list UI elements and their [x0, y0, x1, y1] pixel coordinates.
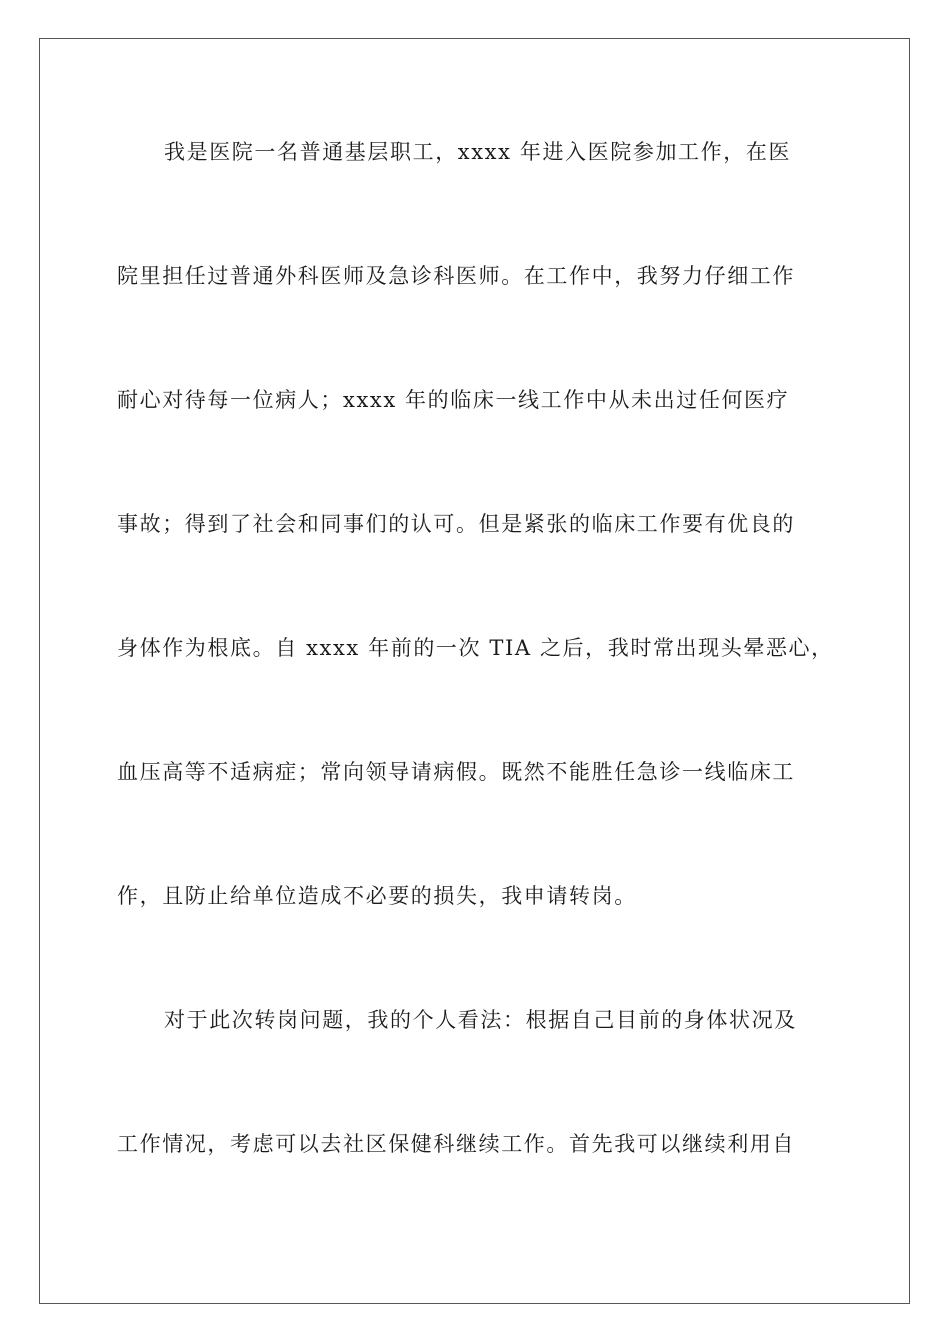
text-line: 我是医院一名普通基层职工，xxxx 年进入医院参加工作，在医: [164, 140, 792, 164]
text-line: 院里担任过普通外科医师及急诊科医师。在工作中，我努力仔细工作: [117, 264, 795, 288]
text-line: 对于此次转岗问题，我的个人看法：根据自己目前的身体状况及: [164, 1008, 797, 1032]
text-line: 耐心对待每一位病人；xxxx 年的临床一线工作中从未出过任何医疗: [117, 388, 790, 412]
page-border: [39, 38, 910, 1304]
text-line: 事故；得到了社会和同事们的认可。但是紧张的临床工作要有优良的: [117, 512, 795, 536]
text-line: 工作情况，考虑可以去社区保健科继续工作。首先我可以继续利用自: [117, 1132, 795, 1156]
text-line: 作，且防止给单位造成不必要的损失，我申请转岗。: [117, 884, 637, 908]
text-line: 身体作为根底。自 xxxx 年前的一次 TIA 之后，我时常出现头晕恶心，: [117, 636, 834, 660]
text-line: 血压高等不适病症；常向领导请病假。既然不能胜任急诊一线临床工: [117, 760, 795, 784]
